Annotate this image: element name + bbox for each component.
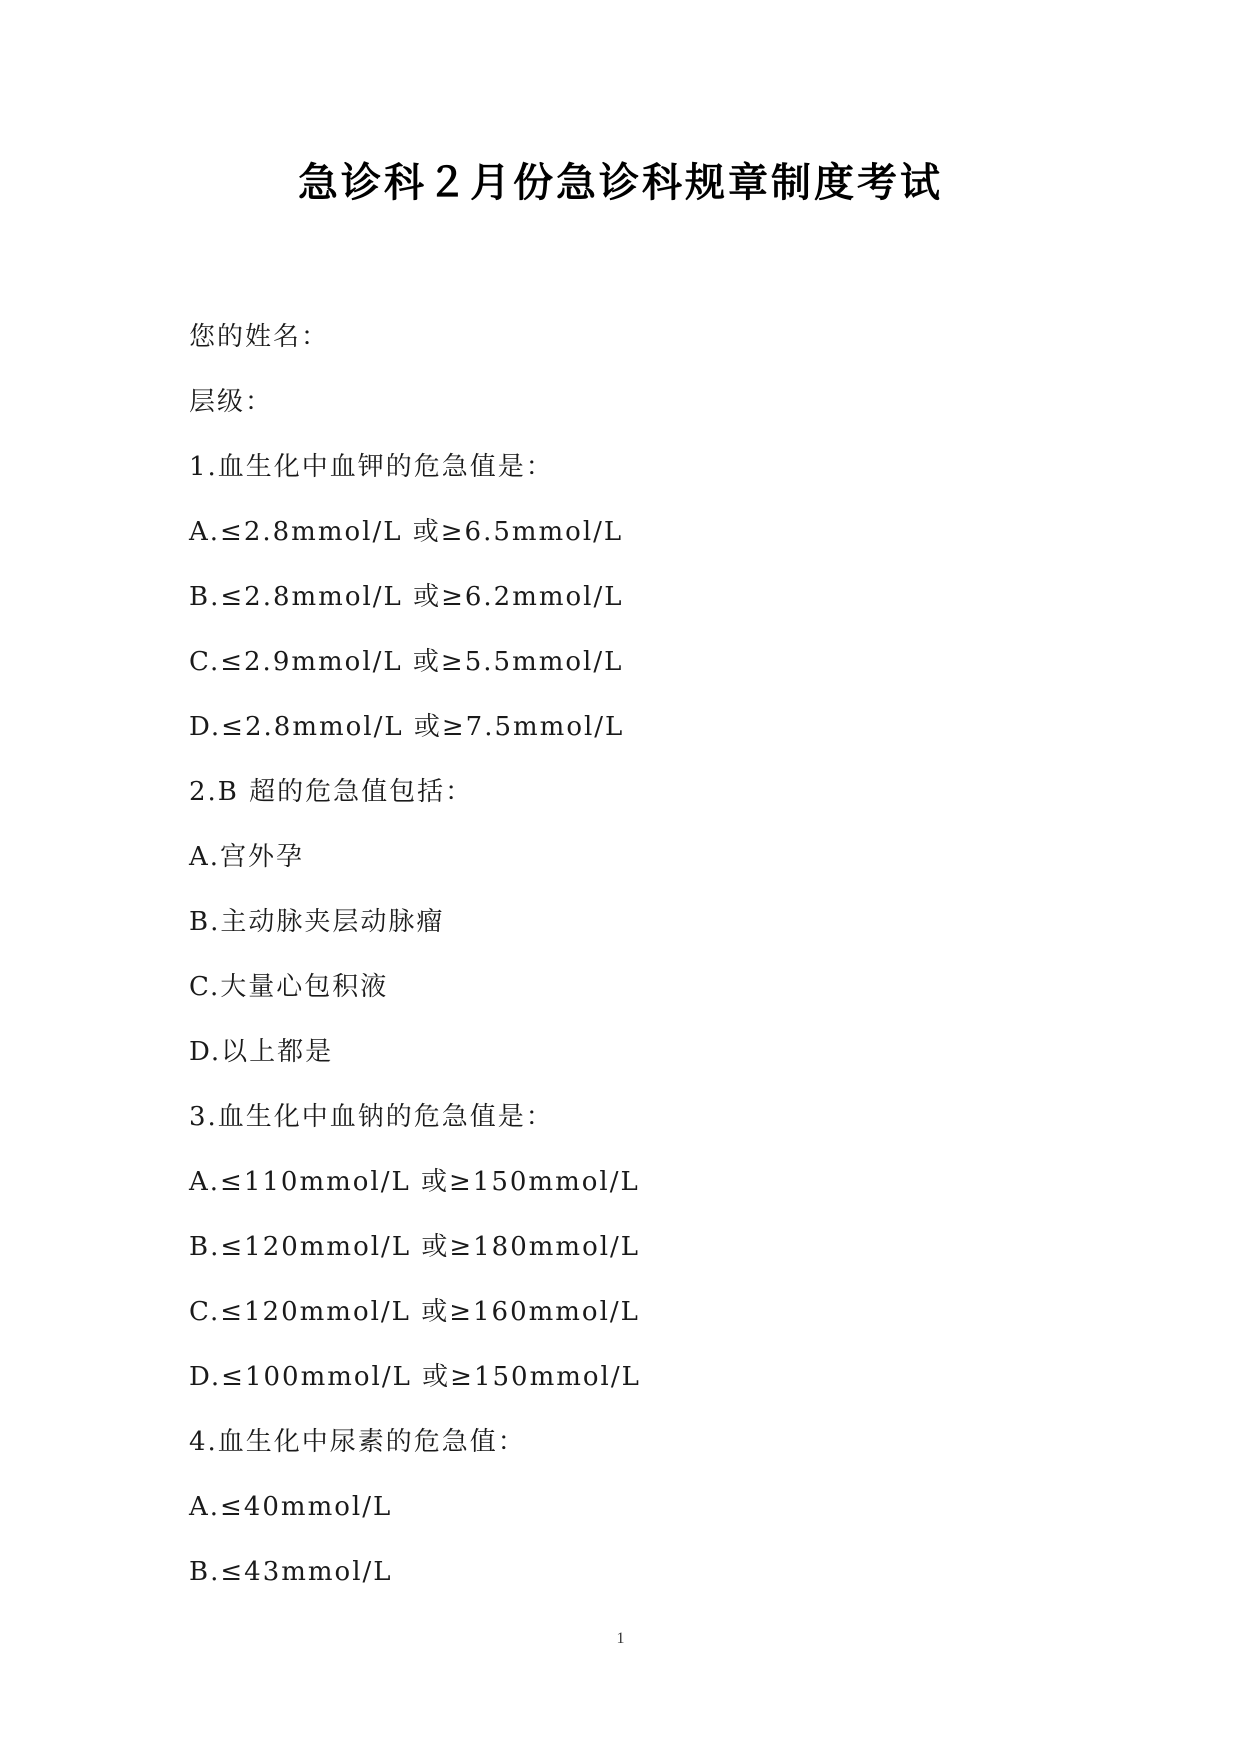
level-field-label: 层级： <box>189 387 274 417</box>
question-2-option-c: C.大量心包积液 <box>189 972 389 1002</box>
question-3-option-a: A.≤110mmol/L 或≥150mmol/L <box>189 1167 640 1197</box>
question-4-option-a: A.≤40mmol/L <box>189 1492 393 1522</box>
question-3: 3.血生化中血钠的危急值是： <box>189 1102 554 1132</box>
question-2-option-a: A.宫外孕 <box>189 842 305 872</box>
question-1: 1.血生化中血钾的危急值是： <box>189 452 554 482</box>
question-3-option-c: C.≤120mmol/L 或≥160mmol/L <box>189 1297 640 1327</box>
page-number: 1 <box>616 1630 625 1647</box>
question-3-option-b: B.≤120mmol/L 或≥180mmol/L <box>189 1232 641 1262</box>
question-2: 2.B 超的危急值包括： <box>189 777 474 807</box>
question-4-option-b: B.≤43mmol/L <box>189 1557 393 1587</box>
question-2-option-d: D.以上都是 <box>189 1037 334 1067</box>
exam-body <box>189 305 1089 1605</box>
page-title: 急诊科２月份急诊科规章制度考试 <box>298 160 943 206</box>
question-2-option-b: B.主动脉夹层动脉瘤 <box>189 907 445 937</box>
question-3-option-d: D.≤100mmol/L 或≥150mmol/L <box>189 1362 641 1392</box>
question-4: 4.血生化中尿素的危急值： <box>189 1427 526 1457</box>
question-1-option-d: D.≤2.8mmol/L 或≥7.5mmol/L <box>189 712 625 742</box>
question-1-option-c: C.≤2.9mmol/L 或≥5.5mmol/L <box>189 647 624 677</box>
question-1-option-a: A.≤2.8mmol/L 或≥6.5mmol/L <box>189 517 624 547</box>
name-field-label: 您的姓名： <box>189 322 330 352</box>
question-1-option-b: B.≤2.8mmol/L 或≥6.2mmol/L <box>189 582 624 612</box>
